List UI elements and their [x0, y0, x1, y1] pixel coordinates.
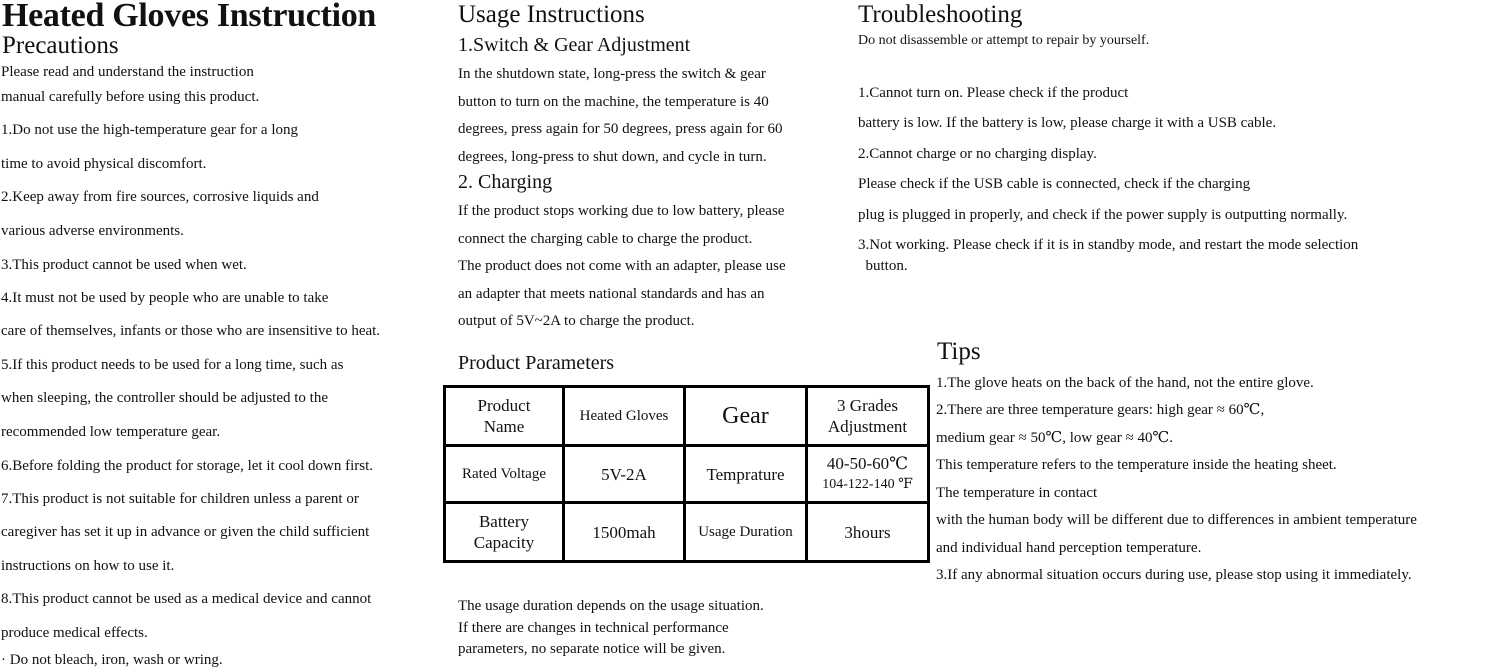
- temperature-fahrenheit: 104-122-140 ℉: [822, 477, 913, 492]
- gear-label-cell: Gear: [683, 385, 808, 447]
- tips-heading: Tips: [937, 338, 981, 365]
- switch-line: degrees, long-press to shut down, and cycle in turn.: [458, 149, 767, 165]
- precautions-line: Please read and understand the instruction: [1, 64, 254, 80]
- battery-label-line: Capacity: [473, 533, 535, 552]
- switch-line: degrees, press again for 50 degrees, press again for 60: [458, 121, 783, 137]
- precautions-line: 3.This product cannot be used when wet.: [1, 257, 247, 273]
- charging-line: connect the charging cable to charge the product.: [458, 231, 753, 247]
- charging-line: The product does not come with an adapter, please use: [458, 258, 786, 274]
- precautions-line: 5.If this product needs to be used for a long time, such as: [1, 357, 344, 373]
- precautions-line: recommended low temperature gear.: [1, 424, 221, 440]
- battery-label-cell: [443, 501, 565, 563]
- charging-line: If the product stops working due to low battery, please: [458, 203, 785, 219]
- duration-value-cell: 3hours: [805, 501, 930, 563]
- usage-heading: Usage Instructions: [458, 1, 645, 28]
- temperature-value-cell: [805, 444, 930, 504]
- voltage-label-cell: Rated Voltage: [443, 444, 565, 504]
- battery-value-cell: 1500mah: [562, 501, 686, 563]
- tips-line: and individual hand perception temperature.: [936, 540, 1202, 556]
- precautions-line: 2.Keep away from fire sources, corrosive liquids and: [1, 189, 319, 205]
- troubleshooting-line: 2.Cannot charge or no charging display.: [858, 146, 1097, 162]
- precautions-line: 7.This product is not suitable for children unless a parent or: [1, 491, 359, 507]
- tips-line: The temperature in contact: [936, 485, 1098, 501]
- product-name-label-line: Name: [483, 417, 525, 436]
- charging-heading: 2. Charging: [458, 171, 553, 193]
- temperature-label-cell: Temprature: [683, 444, 808, 504]
- precautions-line: instructions on how to use it.: [1, 558, 175, 574]
- troubleshooting-line: plug is plugged in properly, and check if the power supply is outputting normally.: [858, 207, 1348, 223]
- precautions-line: caregiver has set it up in advance or given the child sufficient: [1, 524, 370, 540]
- parameters-note: The usage duration depends on the usage situation.: [458, 598, 764, 614]
- charging-line: output of 5V~2A to charge the product.: [458, 313, 695, 329]
- precautions-line: time to avoid physical discomfort.: [1, 156, 207, 172]
- voltage-value-cell: 5V-2A: [562, 444, 686, 504]
- troubleshooting-line: button.: [858, 258, 908, 274]
- duration-label-cell: Usage Duration: [683, 501, 808, 563]
- tips-line: 3.If any abnormal situation occurs during use, please stop using it immediately.: [936, 567, 1412, 583]
- parameters-note: If there are changes in technical performance: [458, 620, 729, 636]
- tips-line: This temperature refers to the temperature inside the heating sheet.: [936, 457, 1337, 473]
- troubleshooting-warning: Do not disassemble or attempt to repair by yourself.: [858, 33, 1150, 48]
- temperature-celsius: 40-50-60℃: [826, 454, 909, 473]
- parameters-heading: Product Parameters: [458, 352, 615, 374]
- troubleshooting-line: 1.Cannot turn on. Please check if the product: [858, 85, 1129, 101]
- precautions-line: care of themselves, infants or those who are insensitive to heat.: [1, 323, 381, 339]
- precautions-line: 4.It must not be used by people who are unable to take: [1, 290, 329, 306]
- precautions-heading: Precautions: [2, 32, 119, 59]
- charging-line: an adapter that meets national standards and has an: [458, 286, 765, 302]
- tips-line: 2.There are three temperature gears: high gear ≈ 60℃,: [936, 402, 1265, 418]
- tips-line: medium gear ≈ 50℃, low gear ≈ 40℃.: [936, 430, 1174, 446]
- precautions-line: 8.This product cannot be used as a medical device and cannot: [1, 591, 372, 607]
- troubleshooting-line: 3.Not working. Please check if it is in standby mode, and restart the mode selection: [858, 237, 1359, 253]
- gear-value-line: 3 Grades: [837, 396, 898, 415]
- product-name-label-line: Product: [477, 396, 531, 415]
- troubleshooting-line: battery is low. If the battery is low, please charge it with a USB cable.: [858, 115, 1277, 131]
- gear-value-cell: [805, 385, 930, 447]
- switch-heading: 1.Switch & Gear Adjustment: [458, 34, 691, 56]
- switch-line: button to turn on the machine, the temperature is 40: [458, 94, 769, 110]
- precautions-line: when sleeping, the controller should be adjusted to the: [1, 390, 329, 406]
- precautions-line: manual carefully before using this product.: [1, 89, 260, 105]
- product-name-label-cell: [443, 385, 565, 447]
- troubleshooting-line: Please check if the USB cable is connected, check if the charging: [858, 176, 1251, 192]
- precautions-line: 1.Do not use the high-temperature gear for a long: [1, 122, 298, 138]
- precautions-line: · Do not bleach, iron, wash or wring.: [1, 652, 223, 668]
- tips-line: 1.The glove heats on the back of the hand, not the entire glove.: [936, 375, 1314, 391]
- gear-value-line: Adjustment: [827, 417, 908, 436]
- parameters-note: parameters, no separate notice will be given.: [458, 641, 726, 657]
- battery-label-line: Battery: [478, 512, 530, 531]
- switch-line: In the shutdown state, long-press the switch & gear: [458, 66, 766, 82]
- precautions-line: various adverse environments.: [1, 223, 184, 239]
- troubleshooting-heading: Troubleshooting: [858, 1, 1023, 28]
- tips-line: with the human body will be different due to differences in ambient temperature: [936, 512, 1417, 528]
- product-name-value-cell: Heated Gloves: [562, 385, 686, 447]
- precautions-line: produce medical effects.: [1, 625, 148, 641]
- precautions-line: 6.Before folding the product for storage, let it cool down first.: [1, 458, 373, 474]
- parameters-table: [443, 385, 930, 563]
- page-title: Heated Gloves Instruction: [2, 0, 377, 34]
